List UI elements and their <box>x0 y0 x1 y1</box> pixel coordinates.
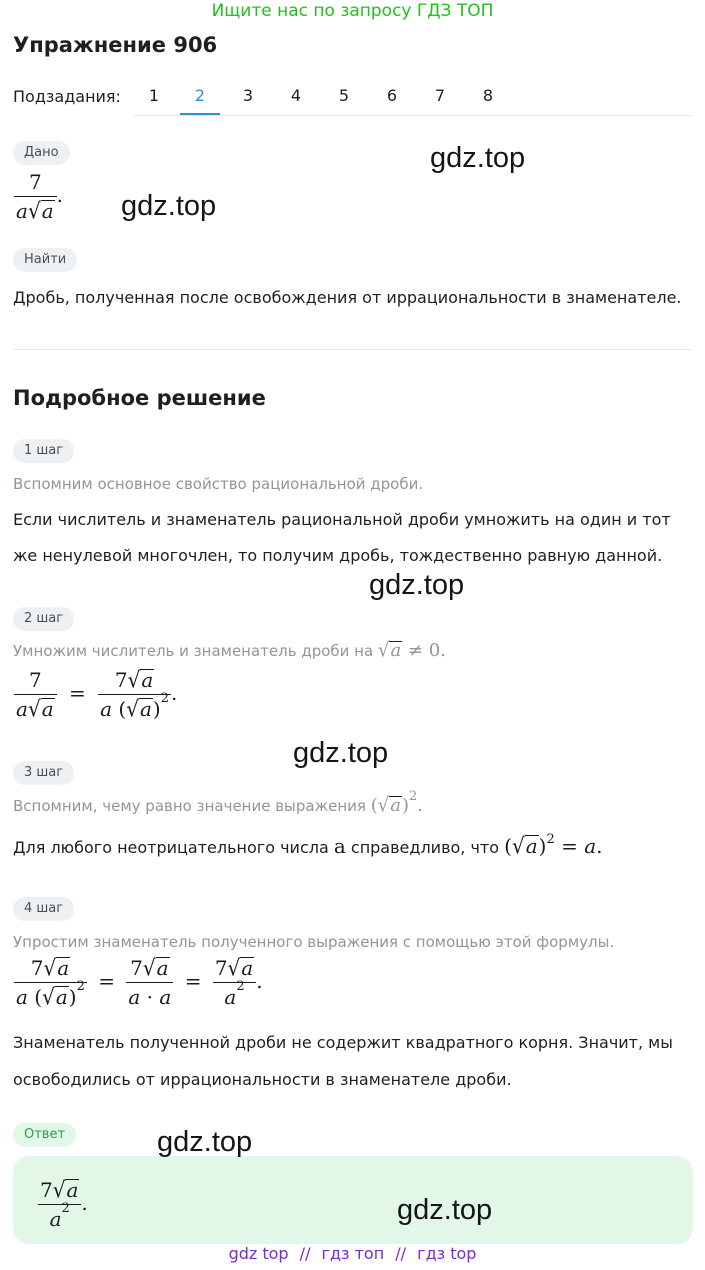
subtasks-tabs <box>134 80 692 116</box>
step-3-hint: Вспомним, чему равно значение выражения $(√a)^2$. <box>13 789 424 818</box>
watermark: gdz.top <box>157 1126 253 1158</box>
step-4-text-line2: освободились от иррациональности в знаменателе дроби. <box>13 1070 512 1089</box>
tab-subtask-6[interactable]: 6 <box>386 86 398 105</box>
footer: gdz top // гдз топ // гдз top <box>228 1244 477 1263</box>
active-tab-indicator <box>180 113 220 115</box>
step-4-hint: Упростим знаменатель полученного выражения с помощью этой формулы. <box>13 933 615 951</box>
watermark: gdz.top <box>121 190 217 222</box>
tab-subtask-1[interactable]: 1 <box>148 86 160 105</box>
watermark: gdz.top <box>397 1194 493 1226</box>
top-banner: Ищите нас по запросу ГДЗ ТОП <box>211 1 494 21</box>
answer-expression: $\frac{7√a}{a^2}$ . <box>40 1176 88 1231</box>
footer-link-2[interactable]: гдз топ <box>321 1244 385 1263</box>
tab-subtask-3[interactable]: 3 <box>242 86 254 105</box>
step-2-formula: $\frac{7}{a√a}$ = $\frac{7√a}{a (√a)^2}$ . <box>16 666 178 723</box>
tab-subtask-7[interactable]: 7 <box>434 86 446 105</box>
find-chip: Найти <box>13 248 77 272</box>
given-chip: Дано <box>13 141 70 165</box>
tab-subtask-2[interactable]: 2 <box>194 86 206 105</box>
step-3-text: Для любого неотрицательного числа a справедливо, что $(√a)^2 = a$. <box>13 832 603 860</box>
footer-link-3[interactable]: гдз top <box>417 1244 477 1263</box>
page-title: Упражнение 906 <box>13 33 218 57</box>
step-1-text-line1: Если числитель и знаменатель рациональной дроби умножить на один и тот <box>13 510 671 529</box>
answer-chip: Ответ <box>13 1123 76 1147</box>
tab-subtask-5[interactable]: 5 <box>338 86 350 105</box>
step-4-text-line1: Знаменатель полученной дроби не содержит квадратного корня. Значит, мы <box>13 1033 673 1052</box>
given-expression: $\frac{7}{a√a}$ . <box>16 170 63 225</box>
tab-subtask-4[interactable]: 4 <box>290 86 302 105</box>
step-2-chip: 2 шаг <box>13 607 74 631</box>
find-text: Дробь, полученная после освобождения от иррациональности в знаменателе. <box>13 288 682 307</box>
tab-subtask-8[interactable]: 8 <box>482 86 494 105</box>
watermark: gdz.top <box>369 569 465 601</box>
section-divider <box>13 349 692 350</box>
watermark: gdz.top <box>430 142 526 174</box>
answer-box <box>13 1156 693 1244</box>
step-4-formula: $\frac{7√a}{a (√a)^2}$ = $\frac{7√a}{a \cdot a}$ = $\frac{7√a}{a^2}$ . <box>16 954 263 1011</box>
step-2-hint: Умножим числитель и знаменатель дроби на √a ≠ 0. <box>13 638 446 663</box>
step-1-chip: 1 шаг <box>13 439 74 463</box>
subtasks-label: Подзадания: <box>13 87 121 106</box>
solution-title: Подробное решение <box>13 386 266 410</box>
step-4-chip: 4 шаг <box>13 897 74 921</box>
step-3-chip: 3 шаг <box>13 761 74 785</box>
step-1-text-line2: же ненулевой многочлен, то получим дробь, тождественно равную данной. <box>13 546 663 565</box>
footer-link-1[interactable]: gdz top <box>228 1244 289 1263</box>
step-1-hint: Вспомним основное свойство рациональной дроби. <box>13 475 424 493</box>
watermark: gdz.top <box>293 737 389 769</box>
